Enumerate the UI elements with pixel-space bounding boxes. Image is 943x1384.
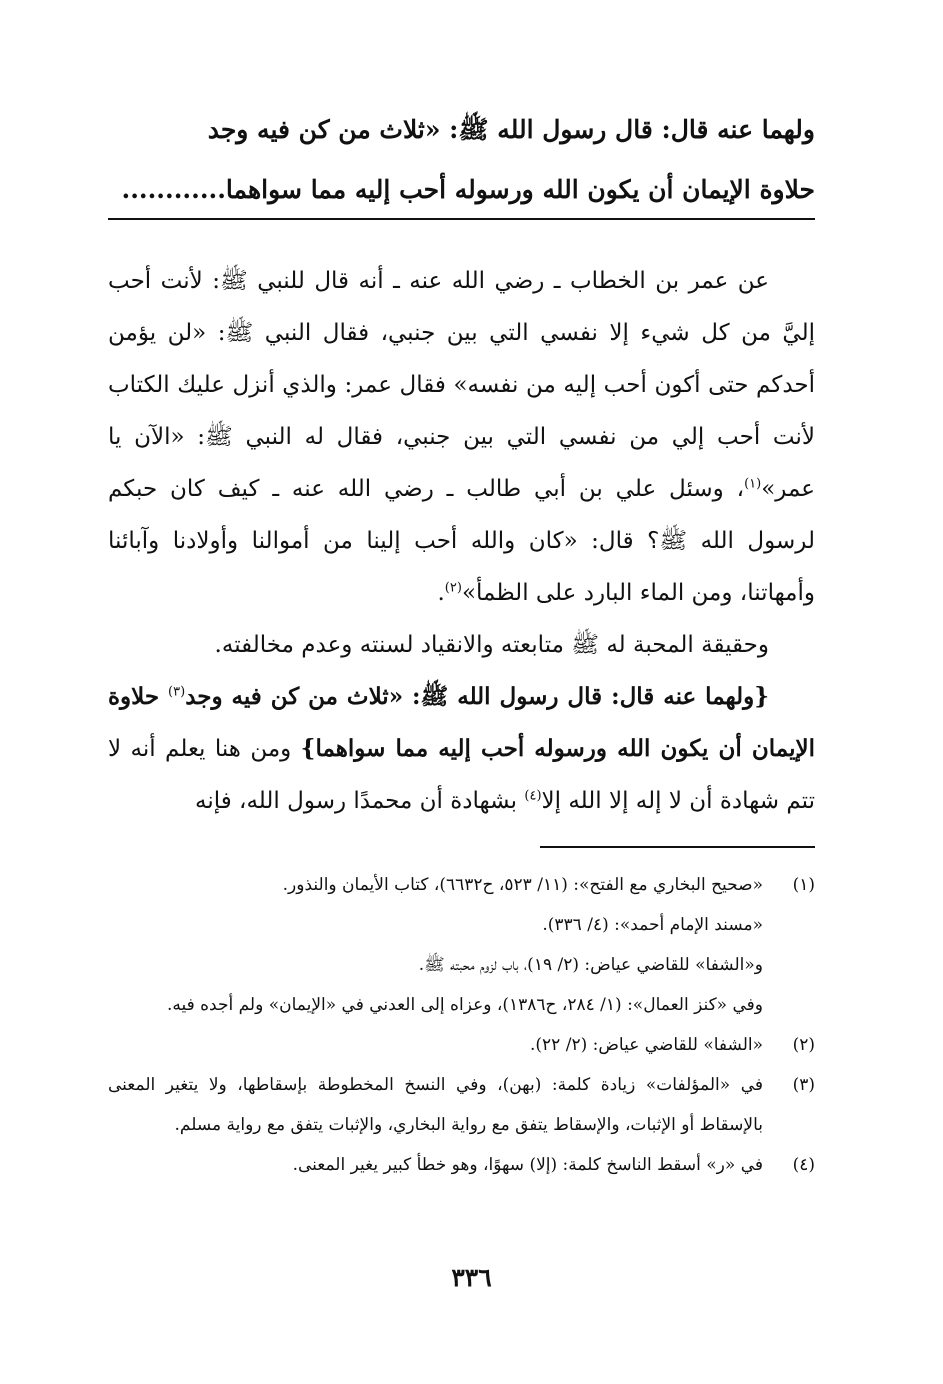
footnotes: [108, 865, 815, 1185]
footnote-3: [108, 1065, 815, 1145]
footnote-line: «مسند الإمام أحمد»: (٤/ ٣٣٦).: [542, 915, 763, 935]
footnote-number: (٢): [792, 1035, 815, 1055]
paragraph-1: [108, 255, 815, 619]
header-divider: [108, 218, 815, 220]
footnote-line: في «ر» أسقط الناسخ كلمة: (إلا) سهوًا، وهو خطأ كبير يغير المعنى.: [292, 1155, 763, 1175]
footnote-line: «صحيح البخاري مع الفتح»: (١١/ ٥٢٣، ح٦٦٣٢)، كتاب الأيمان والنذور.: [282, 875, 763, 895]
quoted-hadith: {ولهما عنه قال: قال رسول الله ﷺ: «ثلاث من كن فيه وجد: [185, 683, 769, 710]
footnote-number: (١): [792, 875, 815, 895]
header-line-2: حلاوة الإيمان أن يكون الله ورسوله أحب إليه مما سواهما............: [121, 175, 815, 204]
paragraph-3: [108, 671, 815, 827]
footnote-line: في «المؤلفات» زيادة كلمة: (بهن)، وفي النسخ المخطوطة بإسقاطها، ولا يتغير المعنى بالإسقاط أو الإثبات، والإسقاط يتفق مع رواية البخاري، والإثبات يتفق مع رواية مسلم.: [108, 1075, 763, 1135]
footnote-4: [108, 1145, 815, 1185]
paragraph-3-middle: ومن هنا يعلم أنه لا تتم شهادة أن لا إله إلا الله إلا: [108, 736, 815, 814]
page-number: ٣٣٦: [451, 1263, 492, 1292]
footnote-text: [108, 1025, 763, 1065]
page-header-quote: [108, 100, 815, 220]
footnote-ref-2: (٢): [444, 580, 462, 596]
footnote-2: [108, 1025, 815, 1065]
footnote-ref-1: (١): [744, 476, 762, 492]
footnote-line: «الشفا» للقاضي عياض: (٢/ ٢٢).: [529, 1035, 763, 1055]
main-text: [108, 255, 815, 827]
quoted-hadith-continued: حلاوة الإيمان أن يكون الله ورسوله أحب إليه مما سواهما}: [108, 683, 815, 762]
paragraph-2: وحقيقة المحبة له ﷺ متابعته والانقياد لسنته وعدم مخالفته.: [214, 632, 769, 658]
paragraph-1-end: .: [437, 580, 445, 606]
footnote-line: و«الشفا» للقاضي عياض: (٢/ ١٩)، باب لزوم محبته ﷺ.: [418, 955, 763, 975]
footnote-text: [108, 1145, 763, 1185]
footnote-text: [108, 865, 763, 1025]
footnote-number: (٣): [792, 1075, 815, 1095]
paragraph-1-text: عن عمر بن الخطاب ـ رضي الله عنه ـ أنه قال للنبي ﷺ: لأنت أحب إليَّ من كل شيء إلا نفسي التي بين جنبي، فقال النبي ﷺ: «لن يؤمن أحدكم حتى أكون أحب إليه من نفسه» فقال عمر: والذي أنزل عليك الكتاب لأنت أحب إلي من نفسي التي بين جنبي، فقال له النبي ﷺ: «الآن يا عمر»: [108, 268, 815, 502]
paragraph-3-end: بشهادة أن محمدًا رسول الله، فإنه: [195, 788, 525, 814]
footnote-1: [108, 865, 815, 1025]
footnote-number: (٤): [792, 1155, 815, 1175]
footnote-ref-4: (٤): [524, 788, 542, 804]
header-line-1: ولهما عنه قال: قال رسول الله ﷺ: «ثلاث من كن فيه وجد: [207, 115, 815, 144]
footnote-divider: [540, 846, 815, 848]
footnote-line: وفي «كنز العمال»: (١/ ٢٨٤، ح١٣٨٦)، وعزاه إلى العدني في «الإيمان» ولم أجده فيه.: [166, 995, 763, 1015]
paragraph-1-middle: ، وسئل علي بن أبي طالب ـ رضي الله عنه ـ كيف كان حبكم لرسول الله ﷺ؟ قال: «كان والله أحب إلينا من أموالنا وأولادنا وآبائنا وأمهاتنا، ومن الماء البارد على الظمأ»: [108, 476, 815, 606]
footnote-text: [108, 1065, 763, 1145]
footnote-ref-3: (٣): [168, 684, 186, 700]
